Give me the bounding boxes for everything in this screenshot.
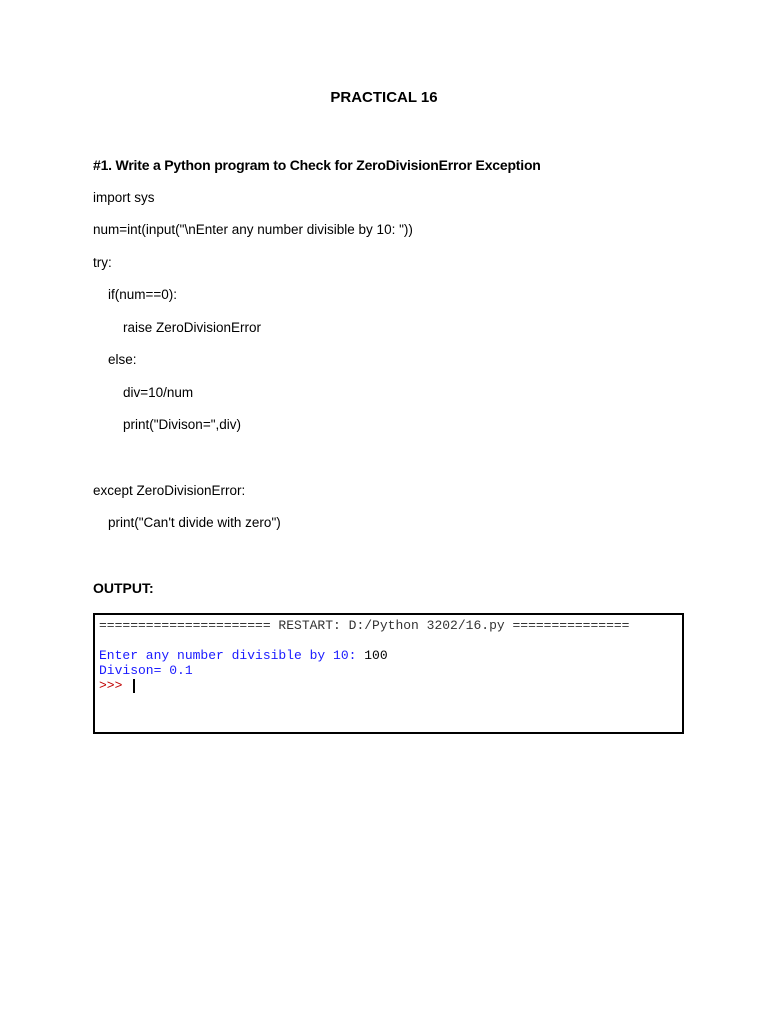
code-line: except ZeroDivisionError:	[93, 483, 246, 498]
code-line: import sys	[93, 190, 155, 205]
shell-input-prompt: Enter any number divisible by 10:	[99, 648, 365, 663]
shell-output-screenshot	[93, 613, 684, 734]
code-line: raise ZeroDivisionError	[93, 320, 262, 335]
code-line: if(num==0):	[93, 287, 178, 302]
shell-input-value: 100	[364, 648, 388, 663]
shell-input-line	[99, 648, 388, 663]
question-heading: #1. Write a Python program to Check for ZeroDivisionError Exception	[93, 157, 541, 173]
output-label: OUTPUT:	[93, 580, 154, 596]
shell-prompt: >>>	[99, 678, 131, 693]
code-line: num=int(input("\nEnter any number divisible by 10: "))	[93, 222, 413, 237]
code-line: try:	[93, 255, 112, 270]
shell-restart-line: ====================== RESTART: D:/Python 3202/16.py ===============	[99, 618, 630, 633]
code-line: div=10/num	[93, 385, 194, 400]
page-title: PRACTICAL 16	[330, 89, 438, 106]
code-line: else:	[93, 352, 137, 367]
shell-result-line: Divison= 0.1	[99, 663, 193, 678]
text-cursor	[133, 679, 135, 693]
code-line: print("Divison=",div)	[93, 417, 241, 432]
code-line: print("Can't divide with zero")	[93, 515, 281, 530]
